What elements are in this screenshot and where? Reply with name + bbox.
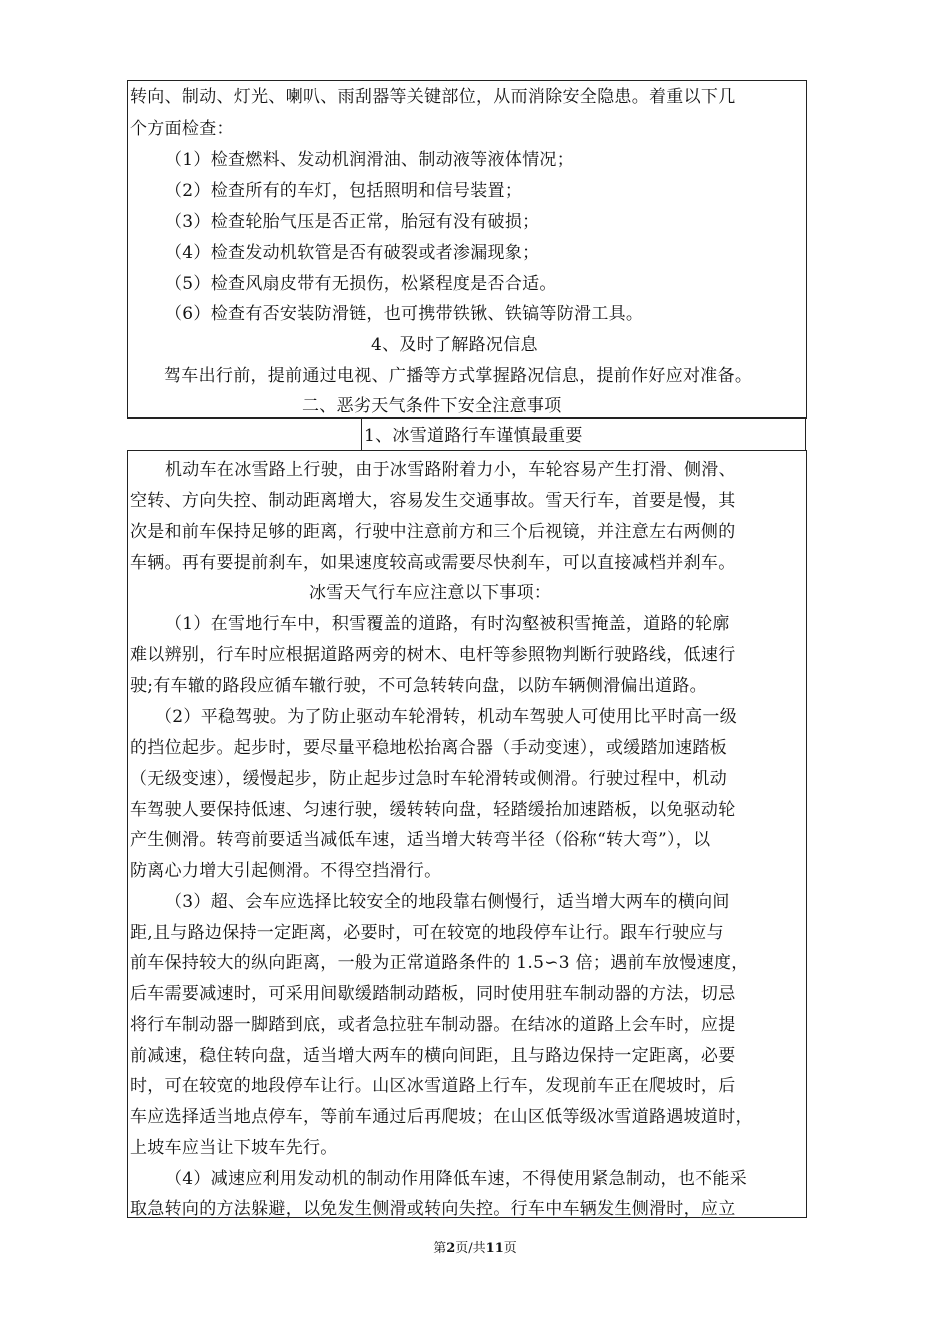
subtitle-cell-left-border: [361, 418, 362, 450]
body-line-16: 距,且与路边保持一定距离，必要时，可在较宽的地段停车让行。跟车行驶应与: [130, 923, 724, 943]
body-line-15: （3）超、会车应选择比较安全的地段靠右侧慢行，适当增大两车的横向间: [165, 892, 730, 912]
body-line-9: （2）平稳驾驶。为了防止驱动车轮滑转，机动车驾驶人可使用比平时高一级: [155, 707, 738, 727]
check-item-2: （2）检查所有的车灯，包括照明和信号装置；: [165, 181, 523, 201]
body-line-2: 空转、方向失控、制动距离增大，容易发生交通事故。雪天行车，首要是慢，其: [130, 491, 736, 511]
body-line-22: 车应选择适当地点停车，等前车通过后再爬坡；在山区低等级冰雪道路遇坡道时，: [130, 1107, 753, 1127]
subtitle-cell-right-border: [805, 418, 806, 450]
body-line-24: （4）减速应利用发动机的制动作用降低车速，不得使用紧急制动，也不能采: [165, 1169, 748, 1189]
body-line-21: 时，可在较宽的地段停车让行。山区冰雪道路上行车，发现前车正在爬坡时，后: [130, 1076, 736, 1096]
row-divider: [127, 418, 807, 419]
body-subheading: 冰雪天气行车应注意以下事项：: [309, 583, 552, 603]
intro-line-2: 个方面检查：: [130, 119, 234, 139]
body-line-13: 产生侧滑。转弯前要适当减低车速，适当增大转弯半径（俗称“转大弯”），以: [130, 830, 711, 850]
check-item-3: （3）检查轮胎气压是否正常，胎冠有没有破损；: [165, 212, 540, 232]
check-item-1: （1）检查燃料、发动机润滑油、制动液等液体情况；: [165, 150, 575, 170]
body-line-8: 驶;有车辙的路段应循车辙行驶，不可急转转向盘，以防车辆侧滑偏出道路。: [130, 676, 707, 696]
body-line-25: 取急转向的方法躲避，以免发生侧滑或转向失控。行车中车辆发生侧滑时，应立: [130, 1199, 736, 1219]
body-line-11: （无级变速），缓慢起步，防止起步过急时车轮滑转或侧滑。行驶过程中，机动: [130, 769, 727, 789]
intro-line-1: 转向、制动、灯光、喇叭、雨刮器等关键部位，从而消除安全隐患。着重以下几: [130, 87, 736, 107]
body-line-1: 机动车在冰雪路上行驶，由于冰雪路附着力小，车轮容易产生打滑、侧滑、: [165, 460, 736, 480]
page-footer: [0, 1240, 950, 1258]
body-line-3: 次是和前车保持足够的距离，行驶中注意前方和三个后视镜，并注意左右两侧的: [130, 522, 736, 542]
body-line-20: 前减速，稳住转向盘，适当增大两车的横向间距，且与路边保持一定距离，必要: [130, 1046, 736, 1066]
footer-prefix: 第: [433, 1241, 447, 1256]
section-heading-4: 4、及时了解路况信息: [371, 335, 538, 355]
footer-total-pages: 11: [485, 1241, 504, 1256]
body-line-12: 车驾驶人要保持低速、匀速行驶，缓转转向盘，轻踏缓抬加速踏板，以免驱动轮: [130, 800, 736, 820]
check-item-5: （5）检查风扇皮带有无损伤，松紧程度是否合适。: [165, 274, 557, 294]
footer-page-number: 2: [446, 1241, 456, 1256]
body-line-19: 将行车制动器一脚踏到底，或者急拉驻车制动器。在结冰的道路上会车时，应提: [130, 1015, 736, 1035]
footer-suffix: 页: [503, 1241, 517, 1256]
check-item-4: （4）检查发动机软管是否有破裂或者渗漏现象；: [165, 243, 540, 263]
body-line-10: 的挡位起步。起步时，要尽量平稳地松抬离合器（手动变速），或缓踏加速踏板: [130, 738, 727, 758]
section-paragraph-4: 驾车出行前，提前通过电视、广播等方式掌握路况信息，提前作好应对准备。: [164, 366, 753, 386]
body-line-17: 前车保持较大的纵向距离，一般为正常道路条件的 1.5∽3 倍；遇前车放慢速度，: [130, 953, 749, 973]
body-line-4: 车辆。再有要提前刹车，如果速度较高或需要尽快刹车，可以直接减档并刹车。: [130, 553, 736, 573]
check-item-6: （6）检查有否安装防滑链，也可携带铁锹、铁镐等防滑工具。: [165, 304, 644, 324]
section-title-2: 二、恶劣天气条件下安全注意事项: [302, 396, 562, 416]
body-line-6: （1）在雪地行车中，积雪覆盖的道路，有时沟壑被积雪掩盖，道路的轮廓: [165, 614, 730, 634]
body-line-7: 难以辨别，行车时应根据道路两旁的树木、电杆等参照物判断行驶路线，低速行: [130, 645, 736, 665]
body-line-23: 上坡车应当让下坡车先行。: [130, 1138, 338, 1158]
body-line-18: 后车需要减速时，可采用间歇缓踏制动踏板，同时使用驻车制动器的方法，切忌: [130, 984, 736, 1004]
footer-middle: 页/共: [455, 1241, 486, 1256]
subtitle-ice-snow-driving: 1、冰雪道路行车谨慎最重要: [364, 426, 583, 446]
body-line-14: 防离心力增大引起侧滑。不得空挡滑行。: [130, 861, 442, 881]
